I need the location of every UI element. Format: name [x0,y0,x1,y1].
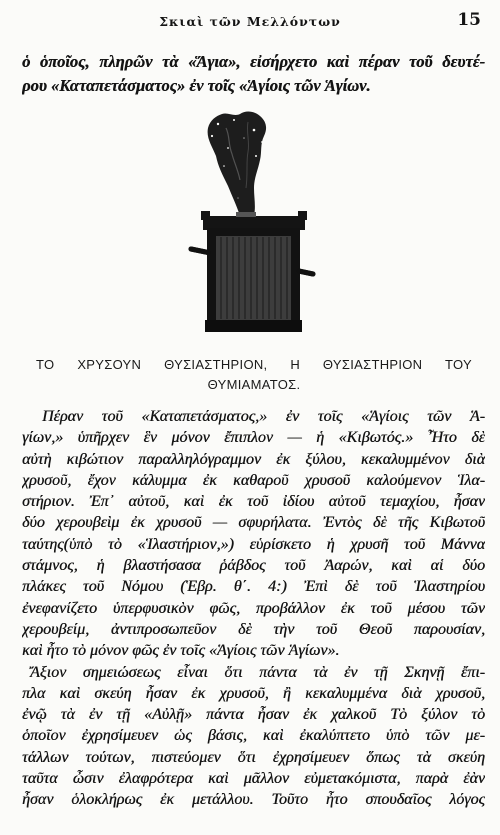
text-line: γίων,» ὑπῆρχεν ἓν μόνον ἔπιπλον — ἡ «Κιβωτός.» Ἦτο δὲ [22,429,485,447]
text-line: καὶ ἦτο τὸ μόνον φῶς ἐν τοῖς «Ἁγίοις τῶν Ἁγίων». [22,642,340,660]
altar-of-incense-illustration [188,108,318,338]
caption-line: ΤΟ ΧΡΥΣΟΥΝ ΘΥΣΙΑΣΤΗΡΙΟΝ, Η ΘΥΣΙΑΣΤΗΡΙΟΝ ΤΟΥ [36,357,472,372]
text-line: χερουβείμ, ἀντιπροσωπεῦον δὲ τὴν τοῦ Θεοῦ παρουσίαν, [22,620,485,638]
text-line: ὁποῖον ἐχρησίμευεν ὡς βάσις, καὶ ἐκαλύπτετο ὑπὸ τῶν με- [22,727,485,745]
intro-text [22,50,485,98]
text-line: ταύτης(ὑπὸ τὸ «Ἱλαστήριον,») εὑρίσκετο ἡ χρυσῆ τοῦ Μάννα [22,535,485,553]
text-line: ἦσαν ὁλοκλήρως ἐκ μετάλλου. Τοῦτο ἦτο σπουδαῖος λόγος [22,791,485,809]
caption-line: ΘΥΜΙΑΜΑΤΟΣ. [207,377,301,392]
text-line: ὁ ὁποῖος, πληρῶν τὰ «Ἅγια», εἰσήρχετο καὶ πέραν τοῦ δευτέ- [22,52,485,71]
text-line: ἐνεφανίζετο ὑπερφυσικὸν φῶς, προβάλλον ἐκ τοῦ μέσου τῶν [22,599,485,617]
page-number: 15 [457,10,481,30]
text-line: αὐτὴ κιβώτιον παραλληλόγραμμον ἐκ ξύλου, κεκαλυμμένον διὰ [22,450,485,468]
text-line: Ἄξιον σημειώσεως εἶναι ὅτι πάντα τὰ ἐν τῇ Σκηνῇ ἔπι- [30,663,485,681]
text-line: Πέραν τοῦ «Καταπετάσματος,» ἐν τοῖς «Ἁγίοις τῶν Ἁ- [42,408,485,425]
text-line: στάμνος, ἡ βλαστήσασα ῥάβδος τοῦ Ἀαρών, καὶ αἱ δύο [22,557,485,575]
text-line: δύο χερουβεὶμ ἐκ χρυσοῦ — σφυρήλατα. Ἐντὸς δὲ τῆς Κιβωτοῦ [22,514,485,532]
altar-box [201,211,307,332]
text-line: στήριον. Ἐπ᾿ αὐτοῦ, καὶ ἐκ τοῦ ἰδίου αὐτοῦ τεμαχίου, ἦσαν [22,493,485,511]
text-line: πλα καὶ σκεύη ἦσαν ἐκ χρυσοῦ, ἢ κεκαλυμμένα διὰ χρυσοῦ, [22,684,485,702]
smoke-plume [208,112,266,216]
text-line: ρου «Καταπετάσματος» ἐν τοῖς «Ἁγίοις τῶν Ἁγίων. [22,76,371,95]
running-title: Σκιαὶ τῶν Μελλόντων [159,14,341,29]
body-text [22,406,485,811]
paragraph [22,662,485,811]
text-line: ταῦτα ὦσιν ἐλαφρότερα καὶ μᾶλλον εὐμετακόμιστα, παρὰ ἐὰν [22,770,485,788]
figure-caption [36,355,472,395]
text-line: τάλλων τούτων, πιστεύομεν ὅτι ἐχρησίμευεν ὅπως τὰ σκεύη [22,748,485,766]
paragraph [22,406,485,662]
text-line: χρυσοῦ, ἔχον κάλυμμα ἐκ καθαροῦ χρυσοῦ καλούμενον Ἱλα- [22,471,485,489]
text-line: ἐνῷ τὰ ἐν τῇ «Αὐλῇ» πάντα ἦσαν ἐκ χαλκοῦ Τὸ ξύλον τὸ [22,706,485,724]
text-line: πλάκες τοῦ Νόμου (Ἑβρ. θ΄. 4:) Ἐπὶ δὲ τοῦ Ἱλαστηρίου [22,578,485,596]
